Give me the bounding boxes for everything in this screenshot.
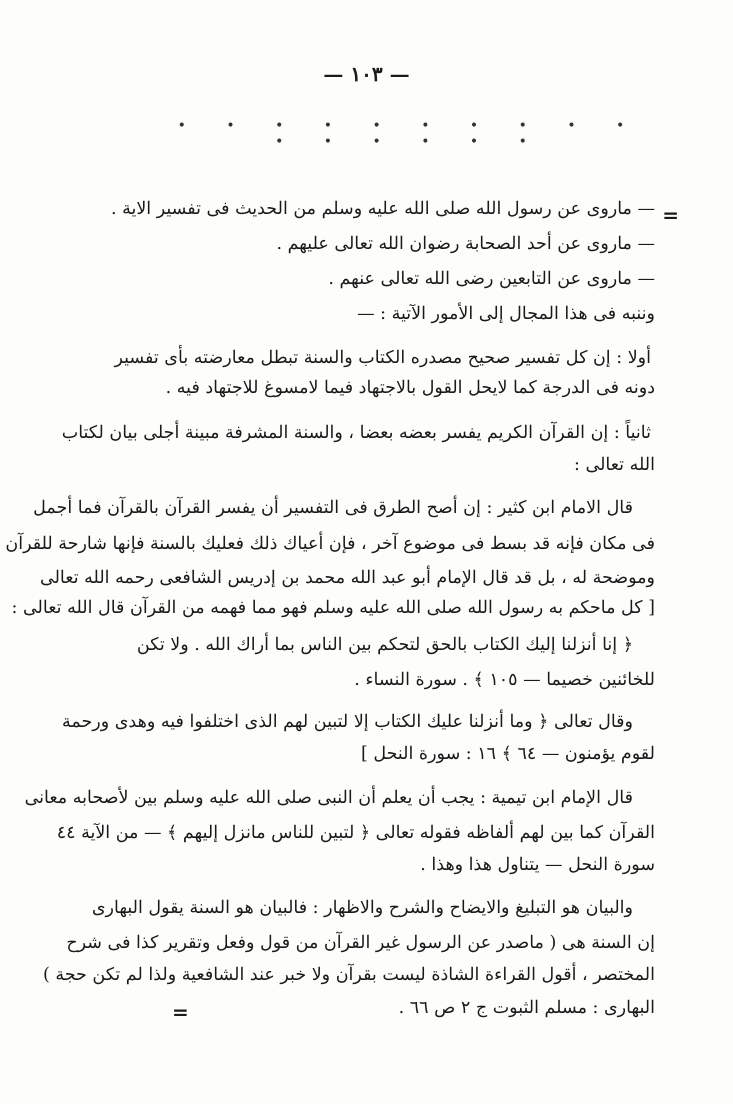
text-line: إن السنة هى ( ماصدر عن الرسول غير القرآن من قول وفعل وتقرير كذا فى شرح	[66, 933, 655, 953]
text-line: وننبه فى هذا المجال إلى الأمور الآتية : —	[357, 304, 655, 324]
text-line: المختصر ، أقول القراءة الشاذة ليست بقرآن ولا خبر عند الشافعية ولذا لم تكن حجة )	[42, 965, 655, 985]
text-line: — ماروى عن أحد الصحابة رضوان الله تعالى عليهم .	[276, 234, 655, 254]
text-line: سورة النحل — يتناول هذا وهذا .	[420, 855, 655, 875]
dotted-ornament-divider: • • • • • • • • • • • • • • • •	[177, 118, 643, 150]
text-line: لقوم يؤمنون — ٦٤ ﴾ ١٦ : سورة النحل ]	[360, 744, 655, 764]
text-line: — ماروى عن رسول الله صلى الله عليه وسلم من الحديث فى تفسير الاية .	[110, 199, 655, 219]
text-line: الله تعالى :	[574, 455, 655, 475]
double-dash-marker: =	[172, 1000, 189, 1024]
text-line: أولا : إن كل تفسير صحيح مصدره الكتاب والسنة تبطل معارضته بأى تفسير	[114, 348, 651, 368]
text-line: والبيان هو التبليغ والايضاح والشرح والاظهار : فالبيان هو السنة يقول البهارى	[91, 898, 633, 918]
text-line: ثانياً : إن القرآن الكريم يفسر بعضه بعضا ، والسنة المشرفة مبينة أجلى بيان لكتاب	[61, 423, 651, 443]
text-line: [ كل ماحكم به رسول الله صلى الله عليه وسلم فهو مما فهمه من القرآن قال الله تعالى :	[11, 598, 655, 618]
text-line: وموضحة له ، بل قد قال الإمام أبو عبد الله محمد بن إدريس الشافعى رحمه الله تعالى	[40, 568, 655, 588]
text-line: قال الامام ابن كثير : إن أصح الطرق فى التفسير أن يفسر القرآن بالقرآن فما أجمل	[33, 498, 633, 518]
text-line: ﴿ إنا أنزلنا إليك الكتاب بالحق لتحكم بين الناس بما أراك الله . ولا تكن	[136, 635, 633, 655]
text-line: — ماروى عن التابعين رضى الله تعالى عنهم .	[328, 269, 655, 289]
text-line: البهارى : مسلم الثبوت ج ٢ ص ٦٦ .	[398, 998, 655, 1018]
text-line: دونه فى الدرجة كما لايحل القول بالاجتهاد فيما لامسوغ للاجتهاد فيه .	[165, 378, 655, 398]
text-line: وقال تعالى ﴿ وما أنزلنا عليك الكتاب إلا لتبين لهم الذى اختلفوا فيه وهدى ورحمة	[61, 712, 633, 732]
text-line: قال الإمام ابن تيمية : يجب أن يعلم أن النبى صلى الله عليه وسلم بين لأصحابه معانى	[24, 788, 633, 808]
text-line: فى مكان فإنه قد بسط فى موضوع آخر ، فإن أعياك ذلك فعليك بالسنة فإنها شارحة للقرآن	[5, 534, 655, 554]
text-line: القرآن كما بين لهم ألفاظه فقوله تعالى ﴿ لتبين للناس مانزل إليهم ﴾ — من الآية ٤٤	[56, 823, 655, 843]
double-dash-marker: =	[662, 203, 679, 227]
page-number: — ١٠٣ —	[323, 62, 410, 86]
text-line: للخائنين خصيما — ١٠٥ ﴾ . سورة النساء .	[354, 670, 655, 690]
